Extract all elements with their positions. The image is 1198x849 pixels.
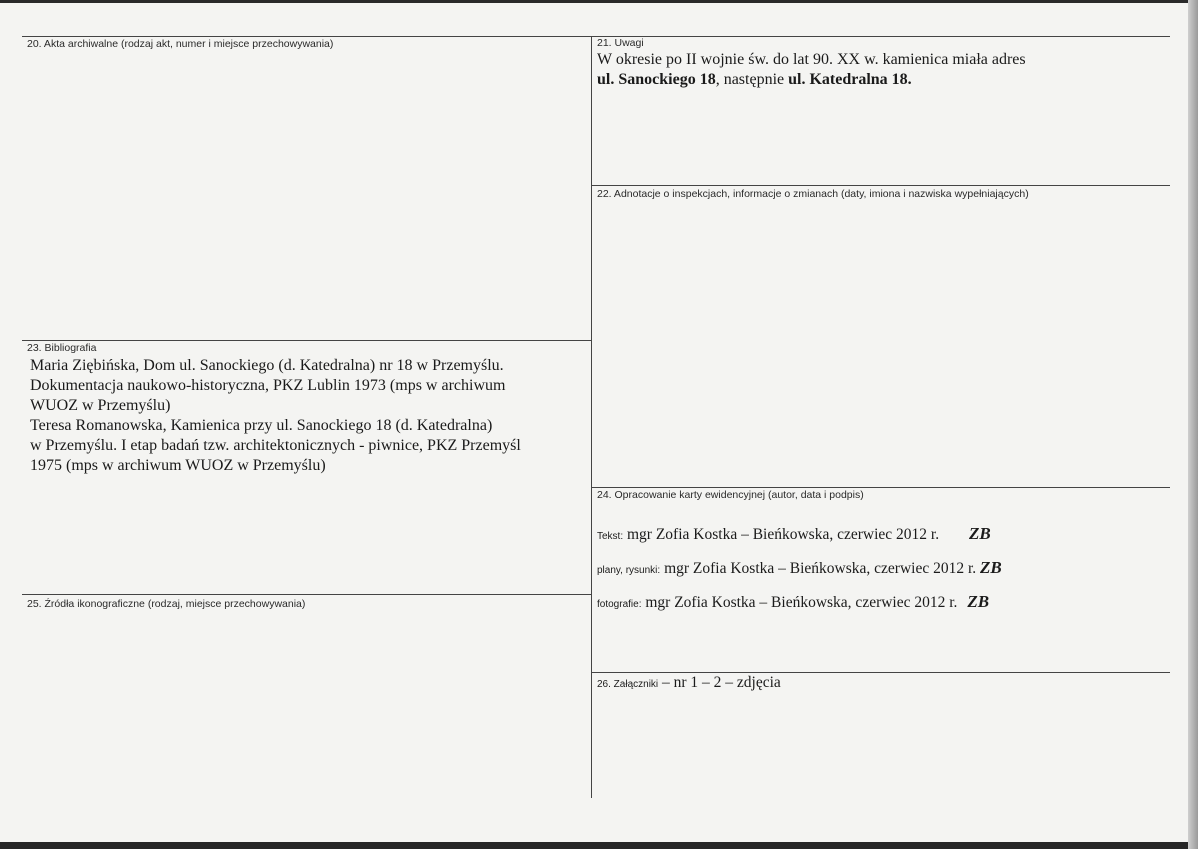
rule-22	[592, 185, 1170, 186]
rule-25	[22, 594, 591, 595]
bibliography-line: w Przemyślu. I etap badań tzw. architektonicznych - piwnice, PKZ Przemyśl	[30, 437, 521, 454]
section-23-label: 23. Bibliografia	[27, 342, 97, 354]
page-right-edge	[1188, 0, 1198, 849]
street-old: ul. Sanockiego 18	[597, 71, 716, 88]
signature-initials: ZB	[967, 592, 990, 611]
page-top-edge	[0, 0, 1198, 3]
remarks-line-2	[597, 70, 1026, 90]
author-row-photos	[597, 592, 989, 612]
bibliography-line: Dokumentacja naukowo-historyczna, PKZ Lublin 1973 (mps w archiwum	[30, 377, 506, 394]
rule-24	[592, 487, 1170, 488]
section-20-label: 20. Akta archiwalne (rodzaj akt, numer i miejsce przechowywania)	[27, 38, 334, 50]
street-new: ul. Katedralna 18.	[788, 71, 912, 88]
bibliography-line: 1975 (mps w archiwum WUOZ w Przemyślu)	[30, 457, 326, 474]
bibliography-line: WUOZ w Przemyślu)	[30, 397, 171, 414]
bibliography-line: Maria Ziębińska, Dom ul. Sanockiego (d. Katedralna) nr 18 w Przemyślu.	[30, 357, 504, 374]
bibliography-line: Teresa Romanowska, Kamienica przy ul. Sanockiego 18 (d. Katedralna)	[30, 417, 493, 434]
rule-23	[22, 340, 591, 341]
author-row-value: mgr Zofia Kostka – Bieńkowska, czerwiec 2012 r.	[645, 594, 958, 611]
section-24-label: 24. Opracowanie karty ewidencyjnej (autor, data i podpis)	[597, 489, 864, 501]
author-row-text	[597, 524, 991, 544]
page-bottom-edge	[0, 842, 1198, 849]
signature-initials: ZB	[968, 524, 991, 543]
remarks-connector: , następnie	[715, 71, 789, 88]
remarks-line-1: W okresie po II wojnie św. do lat 90. XX w. kamienica miała adres	[597, 51, 1026, 68]
section-25-label: 25. Źródła ikonograficzne (rodzaj, miejsce przechowywania)	[27, 598, 306, 610]
author-row-prefix: plany, rysunki:	[597, 565, 661, 576]
author-row-value: mgr Zofia Kostka – Bieńkowska, czerwiec 2012 r.	[627, 526, 940, 543]
section-21-text	[597, 50, 1026, 90]
center-divider	[591, 36, 592, 798]
author-row-prefix: fotografie:	[597, 599, 642, 610]
section-26-label: 26. Załączniki	[597, 679, 659, 690]
author-row-prefix: Tekst:	[597, 531, 624, 542]
attachments-value: – nr 1 – 2 – zdjęcia	[662, 674, 781, 691]
section-22-label: 22. Adnotacje o inspekcjach, informacje o zmianach (daty, imiona i nazwiska wypełniających)	[597, 188, 1029, 200]
rule-26	[592, 672, 1170, 673]
section-21-label: 21. Uwagi	[597, 37, 644, 49]
bibliography-list	[30, 356, 521, 476]
author-row-value: mgr Zofia Kostka – Bieńkowska, czerwiec 2012 r.	[664, 560, 977, 577]
section-26-row	[597, 674, 781, 692]
author-row-plans	[597, 558, 1002, 578]
top-rule	[22, 36, 1170, 37]
signature-initials: ZB	[980, 558, 1002, 577]
